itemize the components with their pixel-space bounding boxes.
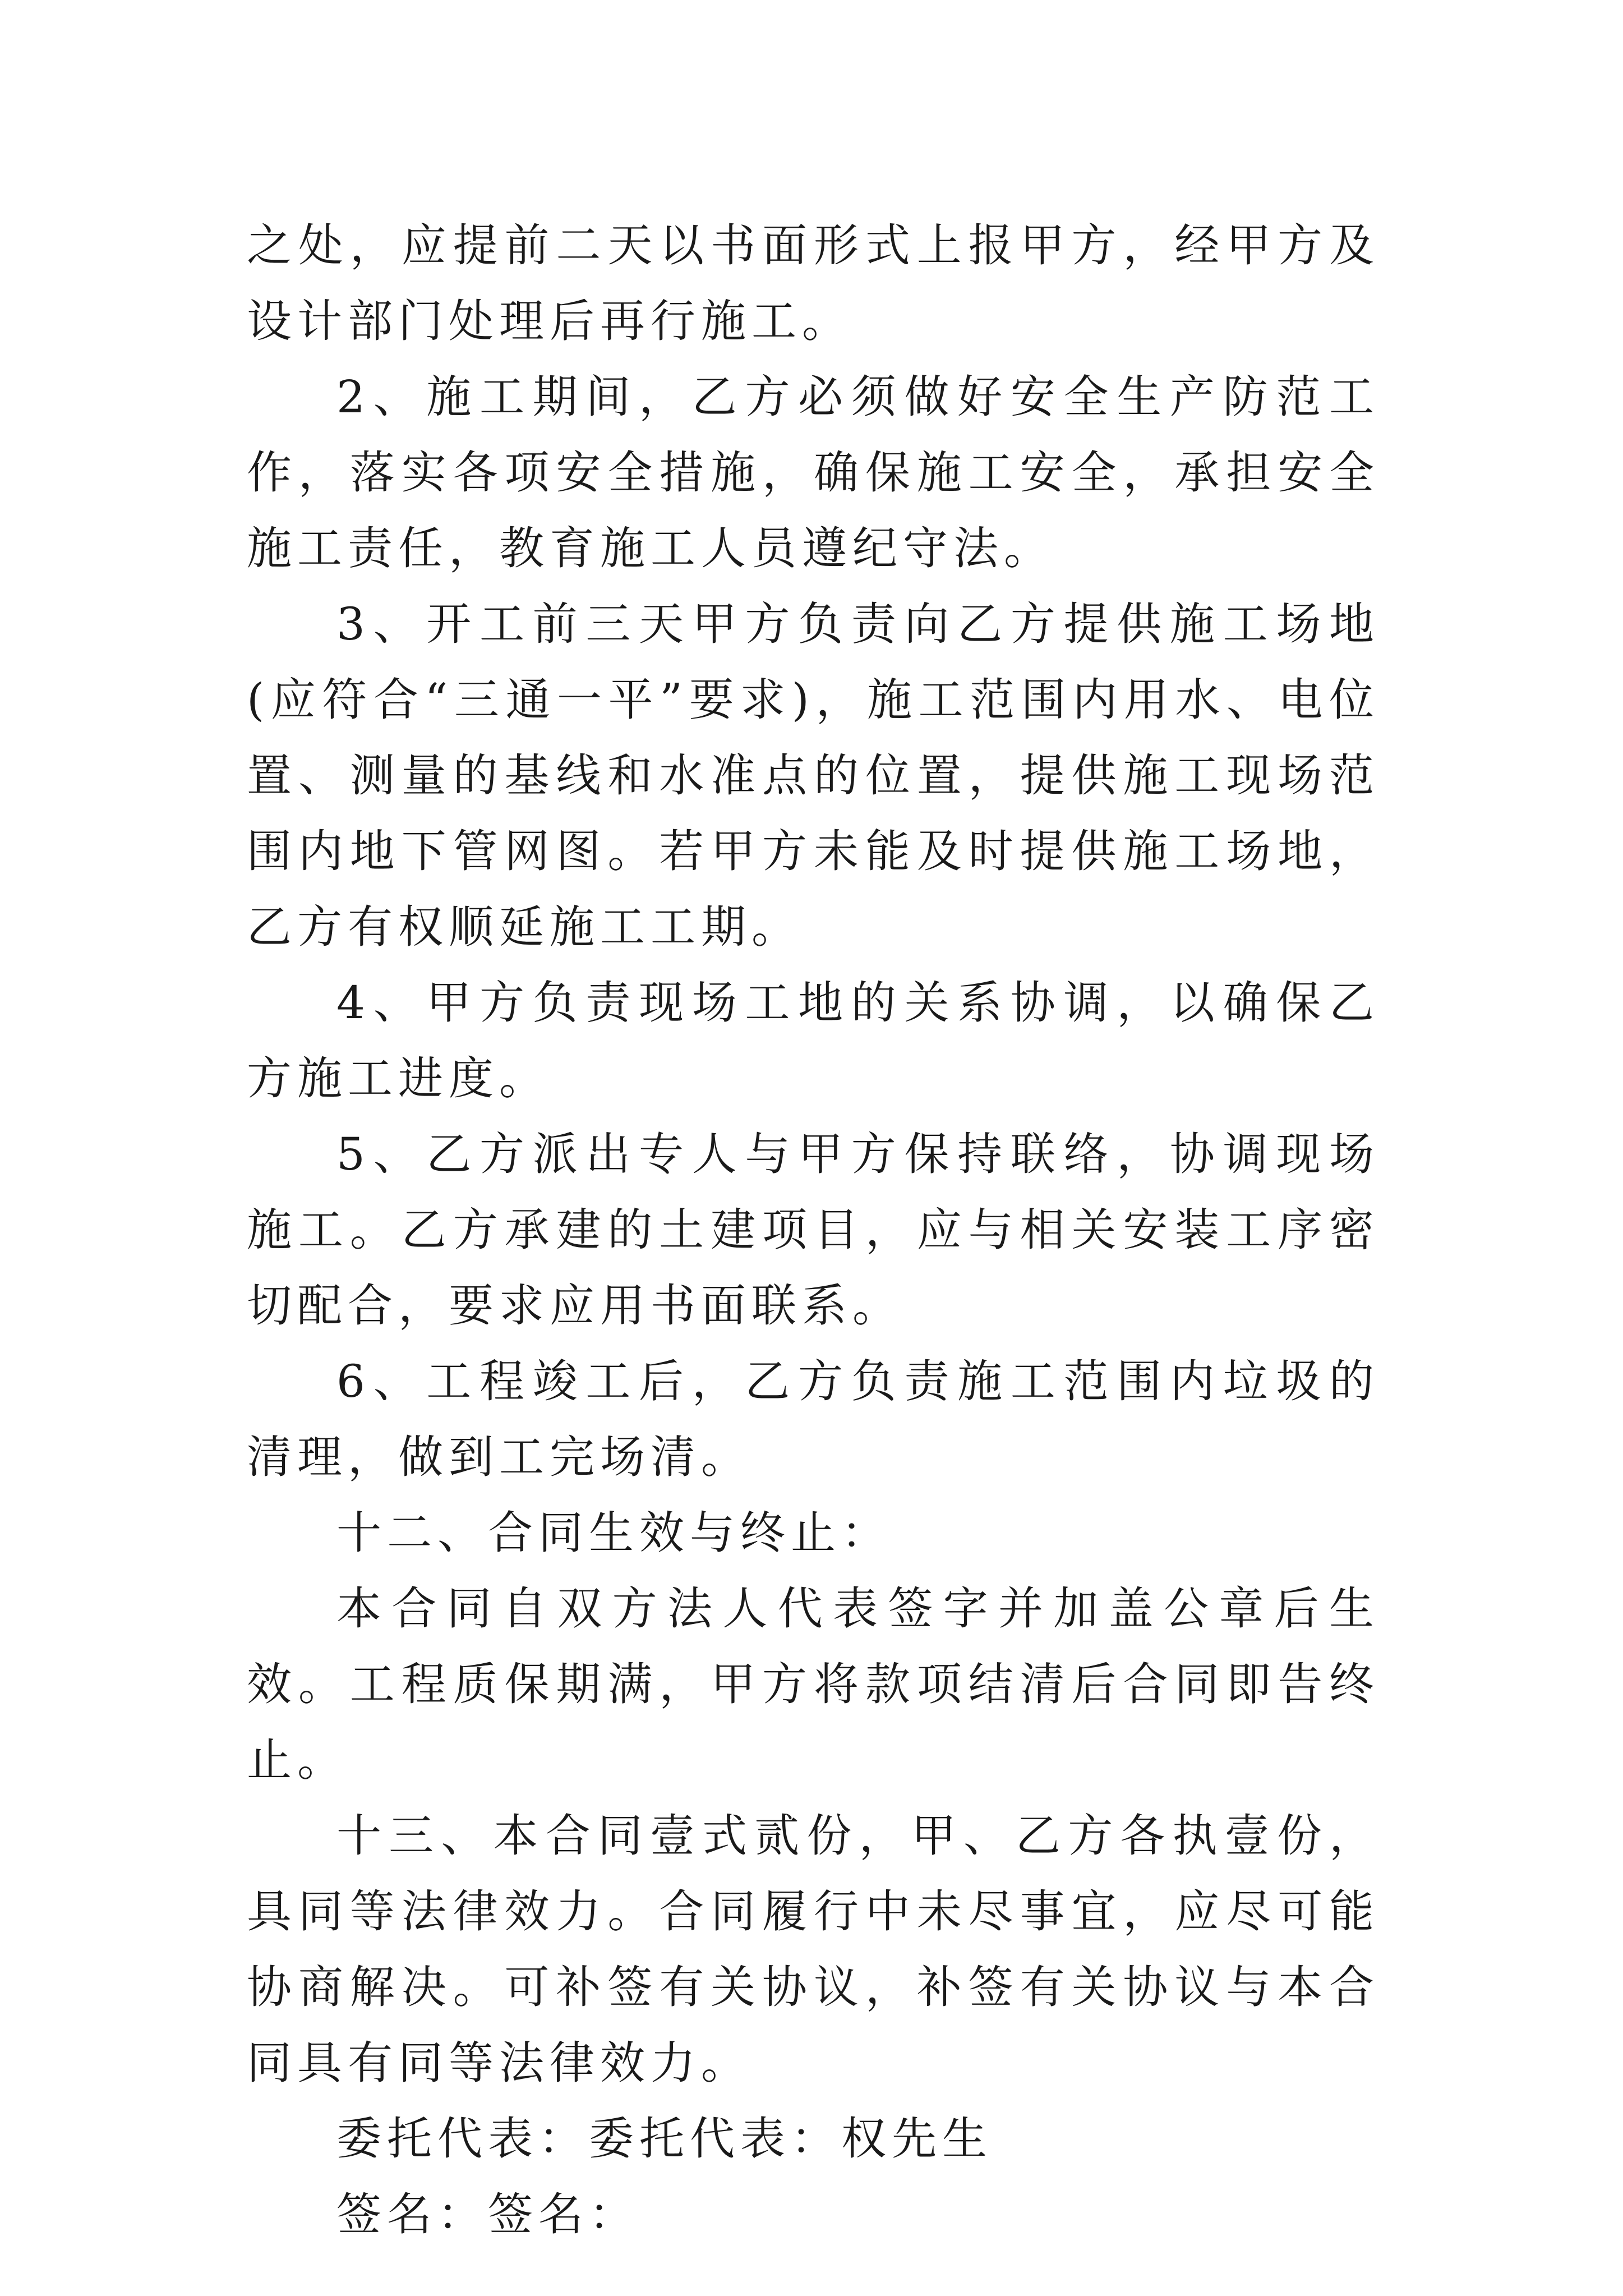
paragraph-continuation: 之处，应提前二天以书面形式上报甲方，经甲方及设计部门处理后再行施工。: [247, 219, 1380, 347]
signature-line: 签名：签名：: [336, 2188, 639, 2240]
section-13-paragraph: 十三、本合同壹式贰份，甲、乙方各执壹份，具同等法律效力。合同履行中未尽事宜，应尽可能协商解决。可补签有关协议，补签有关协议与本合同具有同等法律效力。: [247, 1810, 1380, 2089]
paragraph-item-6: 6、工程竣工后，乙方负责施工范围内垃圾的清理，做到工完场清。: [247, 1355, 1380, 1483]
section-heading-12: 十二、合同生效与终止：: [336, 1507, 892, 1559]
paragraph-item-3: 3、开工前三天甲方负责向乙方提供施工场地(应符合“三通一平”要求)，施工范围内用水、电位置、测量的基线和水准点的位置，提供施工现场范围内地下管网图。若甲方未能及时提供施工场地，乙方有权顺延施工工期。: [247, 598, 1380, 953]
document-body: [247, 208, 1380, 2252]
representative-line: 委托代表：委托代表：权先生: [336, 2113, 993, 2165]
paragraph-item-5: 5、乙方派出专人与甲方保持联络，协调现场施工。乙方承建的土建项目，应与相关安装工序密切配合，要求应用书面联系。: [247, 1128, 1380, 1332]
paragraph-effectiveness: 本合同自双方法人代表签字并加盖公章后生效。工程质保期满，甲方将款项结清后合同即告终止。: [247, 1582, 1380, 1786]
paragraph-item-4: 4、甲方负责现场工地的关系协调，以确保乙方施工进度。: [247, 977, 1380, 1105]
paragraph-item-2: 2、施工期间，乙方必须做好安全生产防范工作，落实各项安全措施，确保施工安全，承担安全施工责任，教育施工人员遵纪守法。: [247, 371, 1380, 574]
